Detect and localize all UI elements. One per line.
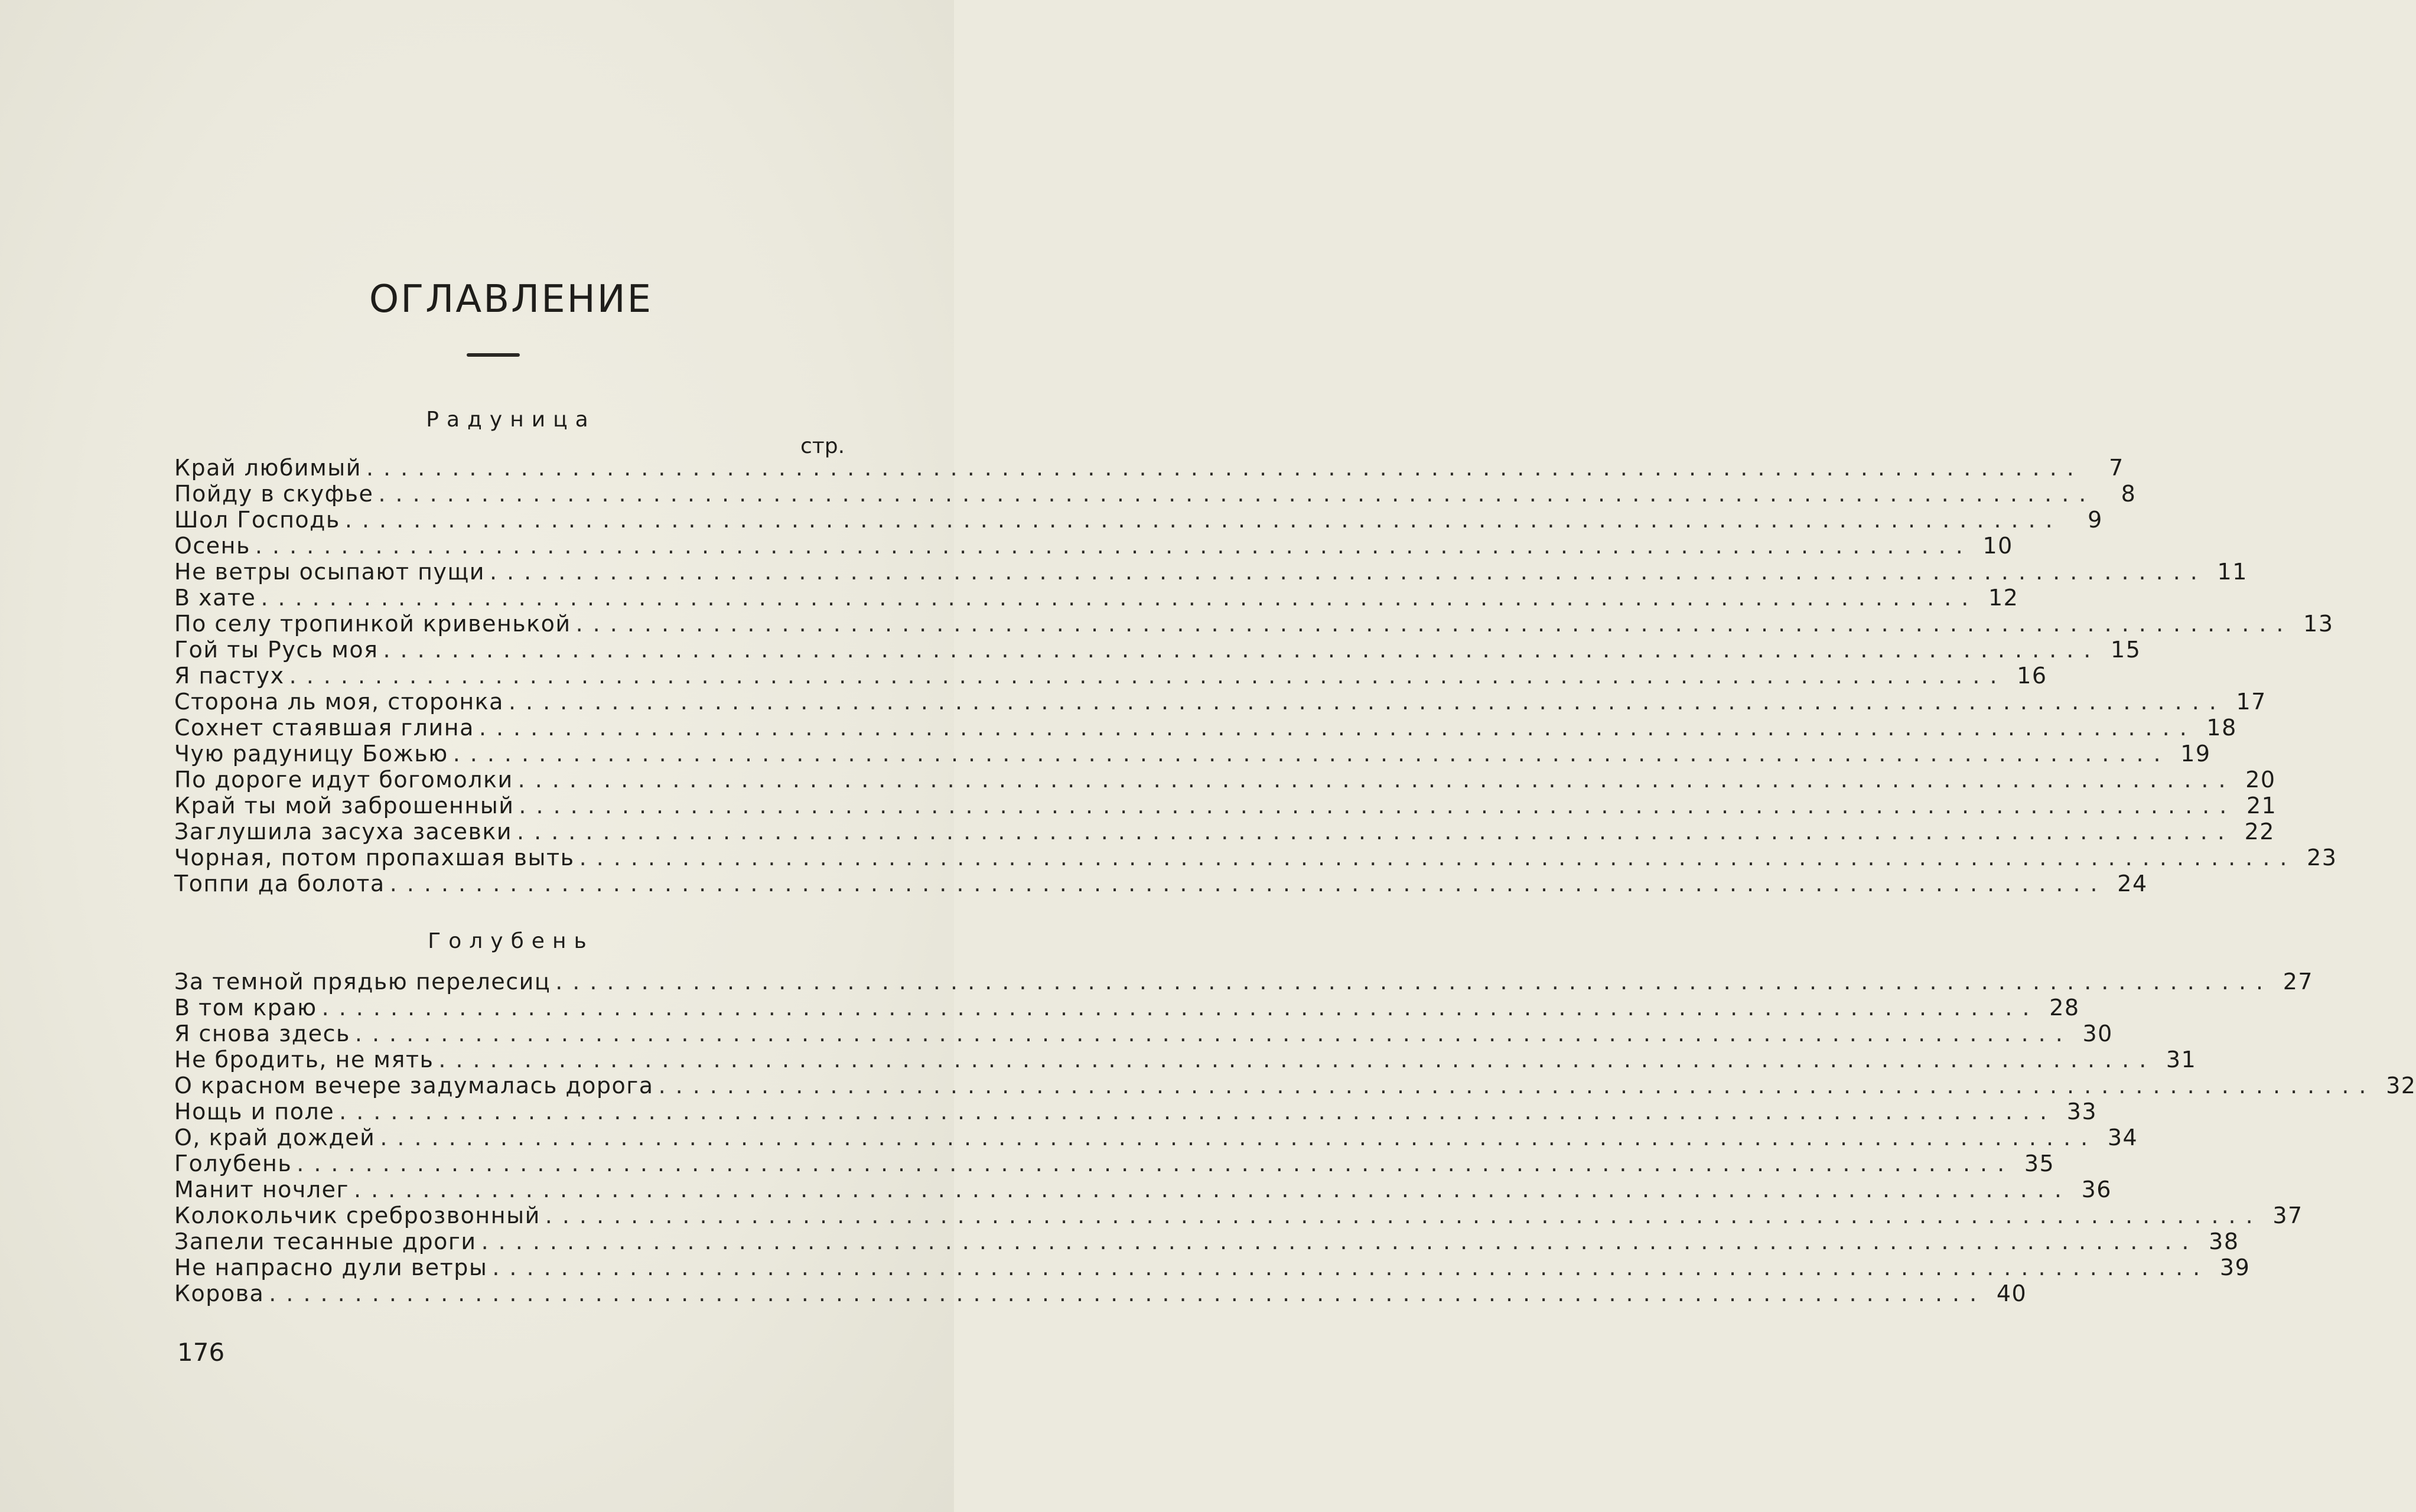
toc-entry-page: 8 — [2121, 481, 2137, 507]
toc-entry-title: Запели тесанные дроги — [174, 1228, 477, 1254]
toc-entry-title: Манит ночлег — [174, 1177, 350, 1203]
leader-dots: .................................................................................................... — [555, 969, 2274, 995]
leader-dots: .................................................................................................... — [339, 1099, 2057, 1125]
toc-entry-page: 12 — [1988, 585, 2019, 611]
toc-entry-title: В том краю — [174, 995, 317, 1021]
toc-entry — [174, 1047, 2197, 1073]
page-number: 176 — [177, 1338, 225, 1367]
toc-entry-title: Не напрасно дули ветры — [174, 1254, 488, 1280]
toc-entry — [174, 871, 2148, 897]
toc-entry — [174, 741, 2211, 767]
toc-entry-title: Сохнет стаявшая глина — [174, 715, 474, 741]
toc-entry-title: Нощь и поле — [174, 1099, 335, 1125]
toc-entry-page: 34 — [2107, 1125, 2138, 1151]
leader-dots: .................................................................................................... — [354, 1021, 2073, 1047]
leader-dots: .................................................................................................... — [366, 455, 2084, 481]
toc-entry — [174, 637, 2141, 663]
toc-entry — [174, 559, 2248, 585]
toc-entry — [174, 1021, 2113, 1047]
toc-entry — [174, 1099, 2098, 1125]
toc-entry — [174, 767, 2276, 793]
toc-entry-page: 11 — [2217, 559, 2248, 585]
toc-entry-title: Не ветры осыпают пущи — [174, 559, 485, 585]
leader-dots: .................................................................................................... — [517, 819, 2235, 845]
toc-entry — [174, 845, 2337, 871]
toc-entry — [174, 819, 2275, 845]
toc-entry-page: 28 — [2049, 995, 2080, 1021]
toc-entry-title: Пойду в скуфье — [174, 481, 374, 507]
leader-dots: .................................................................................................... — [378, 481, 2096, 507]
toc-entry-page: 37 — [2272, 1203, 2303, 1228]
toc-entry-title: По селу тропинкой кривенькой — [174, 611, 571, 637]
toc-entry — [174, 793, 2277, 819]
toc-entry-page: 30 — [2082, 1021, 2113, 1047]
toc-entry-title: Голубень — [174, 1151, 292, 1177]
toc-entry — [174, 1203, 2303, 1228]
toc-entry-title: Шол Господь — [174, 507, 340, 533]
toc-entry-title: Гой ты Русь моя — [174, 637, 379, 663]
toc-entry-page: 35 — [2024, 1151, 2055, 1177]
leader-dots: .................................................................................................... — [344, 507, 2063, 533]
page-title: ОГЛАВЛЕНИЕ — [369, 278, 653, 321]
page-column-label: стр. — [800, 434, 845, 458]
toc-entry-page: 13 — [2303, 611, 2334, 637]
leader-dots: .................................................................................................... — [269, 1280, 1987, 1306]
leader-dots: .................................................................................................... — [389, 871, 2108, 897]
leader-dots: .................................................................................................... — [255, 533, 1973, 559]
toc-list-radunitsa — [174, 455, 2337, 897]
toc-entry-page: 40 — [1996, 1280, 2027, 1306]
toc-entry-title: Чорная, потом пропахшая выть — [174, 845, 575, 871]
toc-entry — [174, 969, 2314, 995]
toc-entry — [174, 689, 2267, 715]
toc-entry-page: 18 — [2206, 715, 2237, 741]
toc-list-goluben — [174, 969, 2416, 1306]
leader-dots: .................................................................................................... — [383, 637, 2101, 663]
leader-dots: .................................................................................................... — [492, 1254, 2210, 1280]
leader-dots: .................................................................................................... — [438, 1047, 2157, 1073]
toc-entry-title: Чую радуницу Божью — [174, 741, 448, 767]
toc-entry — [174, 1073, 2416, 1099]
leader-dots: .................................................................................................... — [579, 845, 2297, 871]
toc-entry-title: Колокольчик среброзвонный — [174, 1203, 540, 1228]
toc-entry — [174, 1228, 2239, 1254]
toc-entry-title: Топпи да болота — [174, 871, 385, 897]
toc-entry — [174, 611, 2334, 637]
leader-dots: .................................................................................................... — [545, 1203, 2263, 1228]
toc-entry-page: 21 — [2246, 793, 2277, 819]
toc-entry — [174, 1177, 2112, 1203]
toc-entry — [174, 533, 2013, 559]
leader-dots: .................................................................................................... — [380, 1125, 2098, 1151]
toc-entry-title: Осень — [174, 533, 250, 559]
toc-entry — [174, 995, 2080, 1021]
toc-entry-page: 27 — [2282, 969, 2314, 995]
leader-dots: .................................................................................................... — [261, 585, 1979, 611]
leader-dots: .................................................................................................... — [489, 559, 2207, 585]
toc-entry — [174, 663, 2047, 689]
toc-entry-title: Я пастух — [174, 663, 285, 689]
toc-entry-page: 7 — [2109, 455, 2124, 481]
toc-entry-page: 16 — [2017, 663, 2047, 689]
leader-dots: .................................................................................................... — [519, 793, 2237, 819]
toc-entry-page: 38 — [2209, 1228, 2239, 1254]
toc-entry-title: Корова — [174, 1280, 265, 1306]
toc-entry — [174, 585, 2019, 611]
toc-entry-page: 10 — [1982, 533, 2013, 559]
toc-entry-page: 39 — [2219, 1254, 2251, 1280]
toc-entry — [174, 1254, 2251, 1280]
toc-entry-page: 24 — [2117, 871, 2148, 897]
leader-dots: .................................................................................................... — [452, 741, 2171, 767]
toc-entry-page: 32 — [2386, 1073, 2416, 1099]
toc-entry-title: О красном вечере задумалась дорога — [174, 1073, 654, 1099]
toc-entry — [174, 455, 2124, 481]
toc-entry-title: Край любимый — [174, 455, 362, 481]
toc-entry-page: 19 — [2180, 741, 2211, 767]
toc-entry-title: Я снова здесь — [174, 1021, 350, 1047]
toc-entry-title: В хате — [174, 585, 256, 611]
toc-entry-title: Сторона ль моя, сторонка — [174, 689, 504, 715]
toc-entry-page: 9 — [2088, 507, 2103, 533]
section-title-goluben: Голубень — [428, 929, 594, 953]
toc-entry-page: 33 — [2066, 1099, 2098, 1125]
leader-dots: .................................................................................................... — [481, 1228, 2199, 1254]
leader-dots: .................................................................................................... — [658, 1073, 2376, 1099]
toc-entry-page: 20 — [2245, 767, 2276, 793]
toc-entry-title: Не бродить, не мять — [174, 1047, 434, 1073]
toc-entry — [174, 507, 2103, 533]
toc-entry — [174, 481, 2137, 507]
toc-entry-page: 36 — [2081, 1177, 2112, 1203]
leader-dots: .................................................................................................... — [321, 995, 2040, 1021]
leader-dots: .................................................................................................... — [297, 1151, 2015, 1177]
toc-entry-title: Заглушила засуха засевки — [174, 819, 513, 845]
toc-entry — [174, 715, 2237, 741]
leader-dots: .................................................................................................... — [478, 715, 2197, 741]
toc-entry-page: 23 — [2307, 845, 2337, 871]
toc-entry — [174, 1125, 2138, 1151]
leader-dots: .................................................................................................... — [575, 611, 2294, 637]
toc-entry-page: 22 — [2244, 819, 2275, 845]
section-title-radunitsa: Радуница — [426, 408, 596, 432]
toc-entry-title: За темной прядью перелесиц — [174, 969, 551, 995]
toc-entry-title: Край ты мой заброшенный — [174, 793, 515, 819]
toc-entry-page: 15 — [2111, 637, 2141, 663]
title-ornament — [467, 353, 520, 357]
toc-entry-title: О, край дождей — [174, 1125, 376, 1151]
leader-dots: .................................................................................................... — [508, 689, 2226, 715]
toc-entry-page: 31 — [2166, 1047, 2197, 1073]
toc-entry-title: По дороге идут богомолки — [174, 767, 513, 793]
toc-entry — [174, 1280, 2027, 1306]
leader-dots: .................................................................................................... — [517, 767, 2236, 793]
toc-entry-page: 17 — [2236, 689, 2267, 715]
leader-dots: .................................................................................................... — [289, 663, 2007, 689]
leader-dots: .................................................................................................... — [354, 1177, 2072, 1203]
toc-entry — [174, 1151, 2055, 1177]
